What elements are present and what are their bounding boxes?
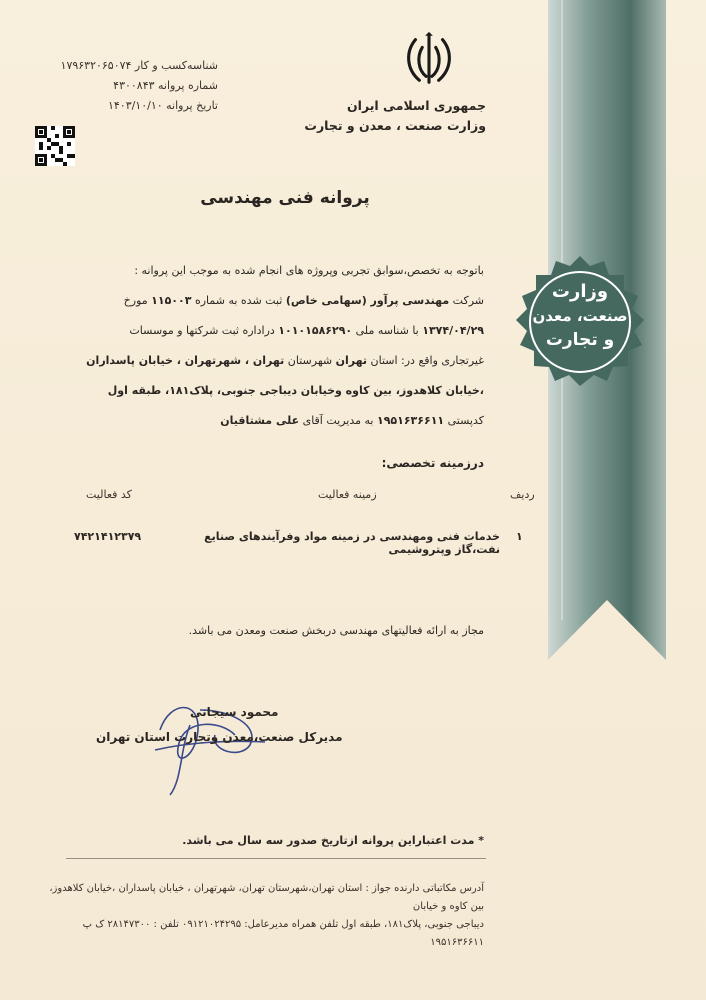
seal-line-3: و تجارت xyxy=(545,330,615,350)
seal-text xyxy=(522,280,638,352)
manager-name: علی مشتاقیان xyxy=(220,414,300,427)
footer-address xyxy=(44,880,484,952)
body-line-4 xyxy=(84,346,484,376)
company-name: مهندسی پرآور (سهامی خاص) xyxy=(285,294,450,307)
company-prefix: شرکت xyxy=(449,294,484,307)
permit-statement: مجاز به ارائه فعالیتهای مهندسی دربخش صنعت ومعدن می باشد. xyxy=(188,624,484,637)
seal-line-2: صنعت، معدن xyxy=(532,307,628,325)
city-address: تهران ، شهرتهران ، خیابان پاسداران xyxy=(86,354,285,367)
location-prefix: غیرتجاری واقع در: استان xyxy=(367,354,484,367)
postal-prefix: کدپستی xyxy=(444,414,484,427)
body-line-2 xyxy=(84,286,484,316)
footer-line-2: دیباجی جنوبی، پلاک۱۸۱، طبقه اول تلفن همراه مدیرعامل: ۰۹۱۲۱۰۲۴۲۹۵ تلفن : ۲۸۱۴۷۳۰۰ ک پ ۱۹۵۱۶۳۶۶۱۱ xyxy=(82,919,484,948)
table-header-field: زمینه فعالیت xyxy=(318,488,377,501)
validity-note: * مدت اعتباراین پروانه ازتاریخ صدور سه سال می باشد. xyxy=(182,834,484,847)
national-id: ۱۰۱۰۱۵۸۶۲۹۰ xyxy=(278,324,353,337)
table-row-code: ۷۴۲۱۴۱۲۳۷۹ xyxy=(74,530,142,543)
business-id: شناسه‌کسب و کار ۱۷۹۶۳۲۰۶۵۰۷۴ xyxy=(60,59,218,72)
footer-divider xyxy=(66,858,486,859)
body-line-6 xyxy=(84,406,484,436)
table-header-row: ردیف xyxy=(510,488,535,501)
signer-title: مدیرکل صنعت،معدن وتجارت استان تهران xyxy=(96,730,343,744)
country-name: جمهوری اسلامی ایران xyxy=(347,98,486,113)
registration-date: ۱۳۷۴/۰۴/۲۹ xyxy=(422,324,484,337)
field-heading: درزمینه تخصصی: xyxy=(381,456,484,470)
registry-office: دراداره ثبت شرکتها و موسسات xyxy=(129,324,279,337)
iran-emblem-icon xyxy=(400,30,458,88)
table-header-code: کد فعالیت xyxy=(86,488,132,501)
footer-line-1: آدرس مکاتباتی دارنده جواز : استان تهران،شهرستان تهران، شهرتهران ، خیابان پاسداران ،خیابان کلاهدوز، بین کاوه و خیابان xyxy=(49,883,484,912)
province: تهران xyxy=(335,354,368,367)
manager-prefix: به مدیریت آقای xyxy=(299,414,377,427)
seal-line-1: وزارت xyxy=(551,281,609,302)
body-line-5: ،خیابان کلاهدوز، بین کاوه وخیابان دیباجی جنوبی، پلاک۱۸۱، طبقه اول xyxy=(107,384,484,397)
page-title: پروانه فنی مهندسی xyxy=(200,188,370,208)
qr-code-icon xyxy=(35,126,75,166)
license-number: شماره پروانه ۴۳۰۰۸۴۳ xyxy=(113,79,218,92)
table-row-number: ۱ xyxy=(516,530,523,543)
signer-name: محمود سیجانی xyxy=(190,705,279,719)
reg-prefix: ثبت شده به شماره xyxy=(191,294,286,307)
city-prefix: شهرستان xyxy=(284,354,336,367)
license-date: تاریخ پروانه ۱۴۰۳/۱۰/۱۰ xyxy=(107,99,218,112)
license-meta xyxy=(28,56,218,116)
body-line-1: باتوجه به تخصص،سوابق تجربی وپروژه های انجام شده به موجب این پروانه : xyxy=(134,264,484,277)
body-line-3 xyxy=(84,316,484,346)
ministry-header xyxy=(286,96,486,136)
table-row-field: خدمات فنی ومهندسی در زمینه مواد وفرآیندهای صنایع نفت،گاز وپتروشیمی xyxy=(204,530,500,556)
nid-prefix: با شناسه ملی xyxy=(352,324,423,337)
postal-code: ۱۹۵۱۶۳۶۶۱۱ xyxy=(376,414,445,427)
date-prefix: مورخ xyxy=(123,294,152,307)
registration-number: ۱۱۵۰۰۳ xyxy=(151,294,192,307)
ministry-name: وزارت صنعت ، معدن و تجارت xyxy=(304,118,486,133)
